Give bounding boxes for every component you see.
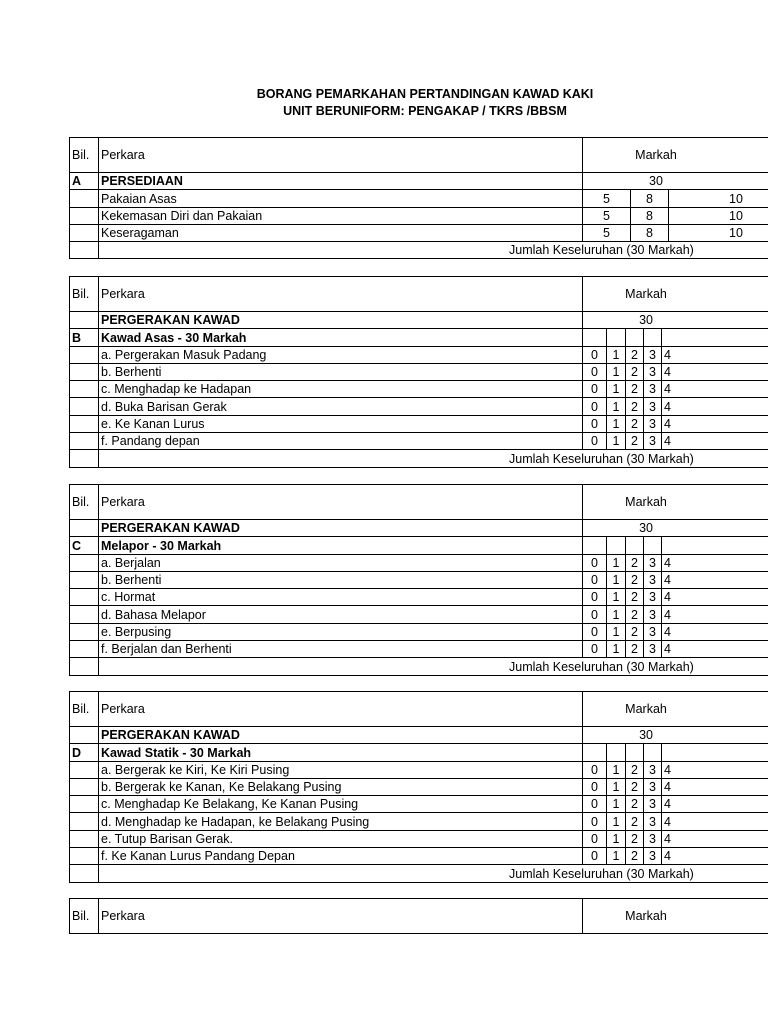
total-label: Jumlah Keseluruhan (30 Markah) [99,658,768,675]
score-cell: 0 [583,606,607,623]
score-cell: 1 [607,778,626,795]
section-max: 30 [583,727,768,744]
title-line-2: UNIT BERUNIFORM: PENGAKAP / TKRS /BBSM [283,104,567,118]
score-cell: 4 [662,606,768,623]
score-cell: 2 [626,381,644,398]
score-cell: 4 [662,761,768,778]
score-cell: 3 [644,606,662,623]
score-cell: 1 [607,761,626,778]
table-row [70,813,768,830]
score-cell: 3 [644,813,662,830]
group-label: PERGERAKAN KAWAD [99,312,583,329]
score-cell: 2 [626,571,644,588]
score-cell: 0 [583,589,607,606]
table-row [70,641,768,658]
score-cell: 4 [662,778,768,795]
score-cell: 2 [626,761,644,778]
score-cell: 2 [626,589,644,606]
table-row [70,589,768,606]
score-cell: 1 [607,813,626,830]
header-perkara: Perkara [99,138,583,173]
score-cell: 0 [583,830,607,847]
scale-value: 5 [583,190,631,207]
score-cell: 3 [644,381,662,398]
section-code: B [70,329,99,346]
form-title [0,86,768,120]
score-cell: 2 [626,554,644,571]
group-label: PERGERAKAN KAWAD [99,727,583,744]
score-cell: 3 [644,830,662,847]
total-label: Jumlah Keseluruhan (30 Markah) [99,865,768,882]
item-label: c. Menghadap ke Hadapan [99,381,583,398]
header-bil: Bil. [70,485,99,520]
item-label: e. Ke Kanan Lurus [99,415,583,432]
scale-value: 10 [669,224,768,241]
header-perkara: Perkara [99,277,583,312]
score-cell: 2 [626,813,644,830]
header-bil: Bil. [70,899,99,934]
table-row [70,761,768,778]
score-cell: 2 [626,830,644,847]
score-cell: 1 [607,433,626,450]
score-cell: 4 [662,433,768,450]
score-cell: 2 [626,778,644,795]
score-cell: 4 [662,848,768,865]
section-name: Melapor - 30 Markah [99,537,583,554]
score-cell: 2 [626,433,644,450]
header-markah: Markah [583,485,768,520]
table-row [70,346,768,363]
section-max: 30 [583,520,768,537]
score-cell: 1 [607,571,626,588]
table-row [70,796,768,813]
item-label: c. Menghadap Ke Belakang, Ke Kanan Pusing [99,796,583,813]
score-cell: 1 [607,623,626,640]
score-cell: 2 [626,415,644,432]
item-label: e. Berpusing [99,623,583,640]
scale-value: 8 [631,190,669,207]
score-cell: 4 [662,571,768,588]
score-cell: 3 [644,778,662,795]
header-markah: Markah [583,899,768,934]
header-perkara: Perkara [99,485,583,520]
header-perkara: Perkara [99,692,583,727]
score-cell: 3 [644,761,662,778]
score-cell: 0 [583,346,607,363]
item-label: d. Bahasa Melapor [99,606,583,623]
table-row [70,415,768,432]
score-cell: 2 [626,641,644,658]
item-label: b. Bergerak ke Kanan, Ke Belakang Pusing [99,778,583,795]
score-cell: 1 [607,554,626,571]
score-cell: 0 [583,398,607,415]
score-cell: 2 [626,606,644,623]
scale-value: 5 [583,207,631,224]
score-cell: 1 [607,381,626,398]
section-max: 30 [583,173,768,190]
item-label: b. Berhenti [99,571,583,588]
table-row [70,778,768,795]
score-cell: 4 [662,623,768,640]
score-cell: 1 [607,415,626,432]
item-label: a. Bergerak ke Kiri, Ke Kiri Pusing [99,761,583,778]
score-cell: 3 [644,433,662,450]
item-label: d. Menghadap ke Hadapan, ke Belakang Pusing [99,813,583,830]
score-cell: 3 [644,796,662,813]
score-cell: 0 [583,415,607,432]
score-cell: 3 [644,641,662,658]
section-c-table [69,484,768,676]
score-cell: 0 [583,433,607,450]
score-cell: 1 [607,848,626,865]
item-label: f. Ke Kanan Lurus Pandang Depan [99,848,583,865]
table-row [70,433,768,450]
score-cell: 2 [626,363,644,380]
section-a-table [69,137,768,259]
table-row [70,381,768,398]
header-perkara: Perkara [99,899,583,934]
header-markah: Markah [583,692,768,727]
section-code: C [70,537,99,554]
table-row [70,848,768,865]
score-cell: 3 [644,346,662,363]
section-d-table [69,691,768,883]
total-label: Jumlah Keseluruhan (30 Markah) [99,242,768,259]
item-label: d. Buka Barisan Gerak [99,398,583,415]
score-cell: 3 [644,554,662,571]
score-cell: 4 [662,796,768,813]
header-bil: Bil. [70,692,99,727]
score-cell: 3 [644,571,662,588]
item-label: Pakaian Asas [99,190,583,207]
scale-value: 8 [631,224,669,241]
header-bil: Bil. [70,138,99,173]
section-name: PERSEDIAAN [99,173,583,190]
score-cell: 1 [607,346,626,363]
score-cell: 4 [662,813,768,830]
item-label: f. Berjalan dan Berhenti [99,641,583,658]
score-cell: 0 [583,363,607,380]
score-cell: 0 [583,381,607,398]
score-cell: 4 [662,346,768,363]
score-cell: 3 [644,415,662,432]
score-cell: 3 [644,398,662,415]
item-label: b. Berhenti [99,363,583,380]
score-cell: 2 [626,796,644,813]
item-label: a. Pergerakan Masuk Padang [99,346,583,363]
table-row [70,623,768,640]
score-cell: 0 [583,641,607,658]
score-cell: 3 [644,589,662,606]
table-row [70,398,768,415]
score-cell: 0 [583,813,607,830]
score-cell: 0 [583,571,607,588]
section-code: A [70,173,99,190]
item-label: Kekemasan Diri dan Pakaian [99,207,583,224]
score-cell: 4 [662,830,768,847]
score-cell: 1 [607,830,626,847]
section-e-table [69,898,768,934]
score-cell: 4 [662,589,768,606]
section-b-table [69,276,768,468]
score-cell: 2 [626,623,644,640]
header-bil: Bil. [70,277,99,312]
section-code: D [70,744,99,761]
score-cell: 1 [607,796,626,813]
scale-value: 10 [669,207,768,224]
item-label: f. Pandang depan [99,433,583,450]
item-label: c. Hormat [99,589,583,606]
item-label: a. Berjalan [99,554,583,571]
score-cell: 4 [662,398,768,415]
score-cell: 3 [644,848,662,865]
scale-value: 5 [583,224,631,241]
section-max: 30 [583,312,768,329]
score-cell: 4 [662,415,768,432]
title-line-1: BORANG PEMARKAHAN PERTANDINGAN KAWAD KAKI [256,87,594,101]
score-cell: 2 [626,848,644,865]
score-cell: 2 [626,398,644,415]
score-cell: 1 [607,641,626,658]
scale-value: 10 [669,190,768,207]
score-cell: 1 [607,363,626,380]
section-name: Kawad Statik - 30 Markah [99,744,583,761]
score-cell: 0 [583,848,607,865]
score-cell: 4 [662,363,768,380]
table-row [70,606,768,623]
table-row [70,363,768,380]
score-cell: 3 [644,623,662,640]
table-row [70,830,768,847]
score-cell: 4 [662,554,768,571]
total-label: Jumlah Keseluruhan (30 Markah) [99,450,768,467]
group-label: PERGERAKAN KAWAD [99,520,583,537]
score-cell: 0 [583,761,607,778]
item-label: e. Tutup Barisan Gerak. [99,830,583,847]
score-cell: 3 [644,363,662,380]
scale-value: 8 [631,207,669,224]
score-cell: 1 [607,606,626,623]
item-label: Keseragaman [99,224,583,241]
section-name: Kawad Asas - 30 Markah [99,329,583,346]
score-cell: 1 [607,589,626,606]
score-cell: 4 [662,381,768,398]
table-row [70,571,768,588]
score-cell: 2 [626,346,644,363]
score-cell: 0 [583,554,607,571]
header-markah: Markah [583,277,768,312]
header-markah: Markah [583,138,768,173]
table-row [70,554,768,571]
score-cell: 0 [583,623,607,640]
score-cell: 0 [583,796,607,813]
score-cell: 0 [583,778,607,795]
score-cell: 4 [662,641,768,658]
score-cell: 1 [607,398,626,415]
